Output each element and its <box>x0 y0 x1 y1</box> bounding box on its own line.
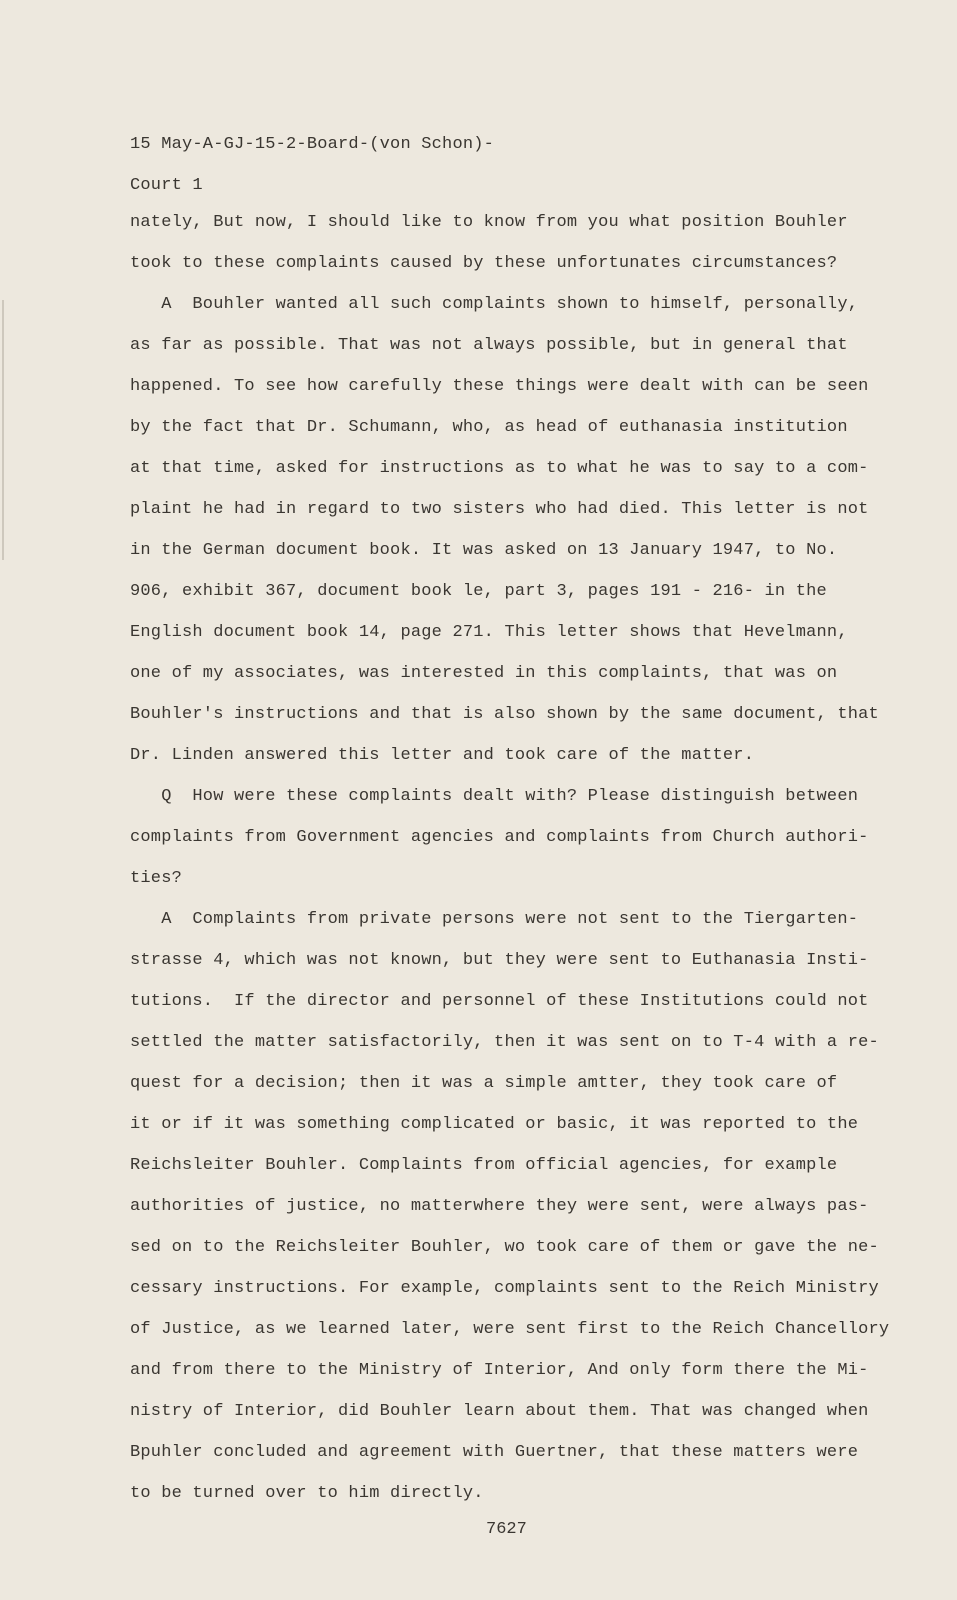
text-line: Dr. Linden answered this letter and took care of the matter. <box>130 746 755 765</box>
header-reference: 15 May-A-GJ-15-2-Board-(von Schon)- <box>130 135 495 154</box>
text-line: Q How were these complaints dealt with? Please distinguish between <box>130 787 859 806</box>
margin-mark <box>2 300 4 560</box>
text-line: plaint he had in regard to two sisters who had died. This letter is not <box>130 500 869 519</box>
text-line: Bouhler's instructions and that is also shown by the same document, that <box>130 705 879 724</box>
text-line: strasse 4, which was not known, but they were sent to Euthanasia Insti- <box>130 951 869 970</box>
text-line: 906, exhibit 367, document book le, part 3, pages 191 - 216- in the <box>130 582 827 601</box>
text-line: in the German document book. It was asked on 13 January 1947, to No. <box>130 541 838 560</box>
text-line: Reichsleiter Bouhler. Complaints from official agencies, for example <box>130 1156 838 1175</box>
text-line: quest for a decision; then it was a simple amtter, they took care of <box>130 1074 838 1093</box>
text-line: to be turned over to him directly. <box>130 1484 484 1503</box>
text-line: nistry of Interior, did Bouhler learn about them. That was changed when <box>130 1402 869 1421</box>
text-line: one of my associates, was interested in this complaints, that was on <box>130 664 838 683</box>
transcript-body <box>130 211 890 1523</box>
text-line: and from there to the Ministry of Interior, And only form there the Mi- <box>130 1361 869 1380</box>
text-line: happened. To see how carefully these things were dealt with can be seen <box>130 377 869 396</box>
text-line: settled the matter satisfactorily, then it was sent on to T-4 with a re- <box>130 1033 879 1052</box>
text-line: nately, But now, I should like to know from you what position Bouhler <box>130 213 848 232</box>
page-number: 7627 <box>486 1520 527 1539</box>
text-line: by the fact that Dr. Schumann, who, as head of euthanasia institution <box>130 418 848 437</box>
text-line: ties? <box>130 869 183 888</box>
text-line: sed on to the Reichsleiter Bouhler, wo took care of them or gave the ne- <box>130 1238 879 1257</box>
text-line: it or if it was something complicated or basic, it was reported to the <box>130 1115 859 1134</box>
text-line: A Complaints from private persons were not sent to the Tiergarten- <box>130 910 859 929</box>
text-line: took to these complaints caused by these unfortunates circumstances? <box>130 254 838 273</box>
text-line: Bpuhler concluded and agreement with Guertner, that these matters were <box>130 1443 859 1462</box>
text-line: as far as possible. That was not always possible, but in general that <box>130 336 848 355</box>
text-line: authorities of justice, no matterwhere they were sent, were always pas- <box>130 1197 869 1216</box>
text-line: English document book 14, page 271. This letter shows that Hevelmann, <box>130 623 848 642</box>
text-line: complaints from Government agencies and complaints from Church authori- <box>130 828 869 847</box>
text-line: A Bouhler wanted all such complaints shown to himself, personally, <box>130 295 859 314</box>
header-court: Court 1 <box>130 176 203 195</box>
text-line: cessary instructions. For example, complaints sent to the Reich Ministry <box>130 1279 879 1298</box>
text-line: of Justice, as we learned later, were sent first to the Reich Chancellory <box>130 1320 890 1339</box>
document-header <box>130 133 494 215</box>
text-line: at that time, asked for instructions as to what he was to say to a com- <box>130 459 869 478</box>
text-line: tutions. If the director and personnel of these Institutions could not <box>130 992 869 1011</box>
